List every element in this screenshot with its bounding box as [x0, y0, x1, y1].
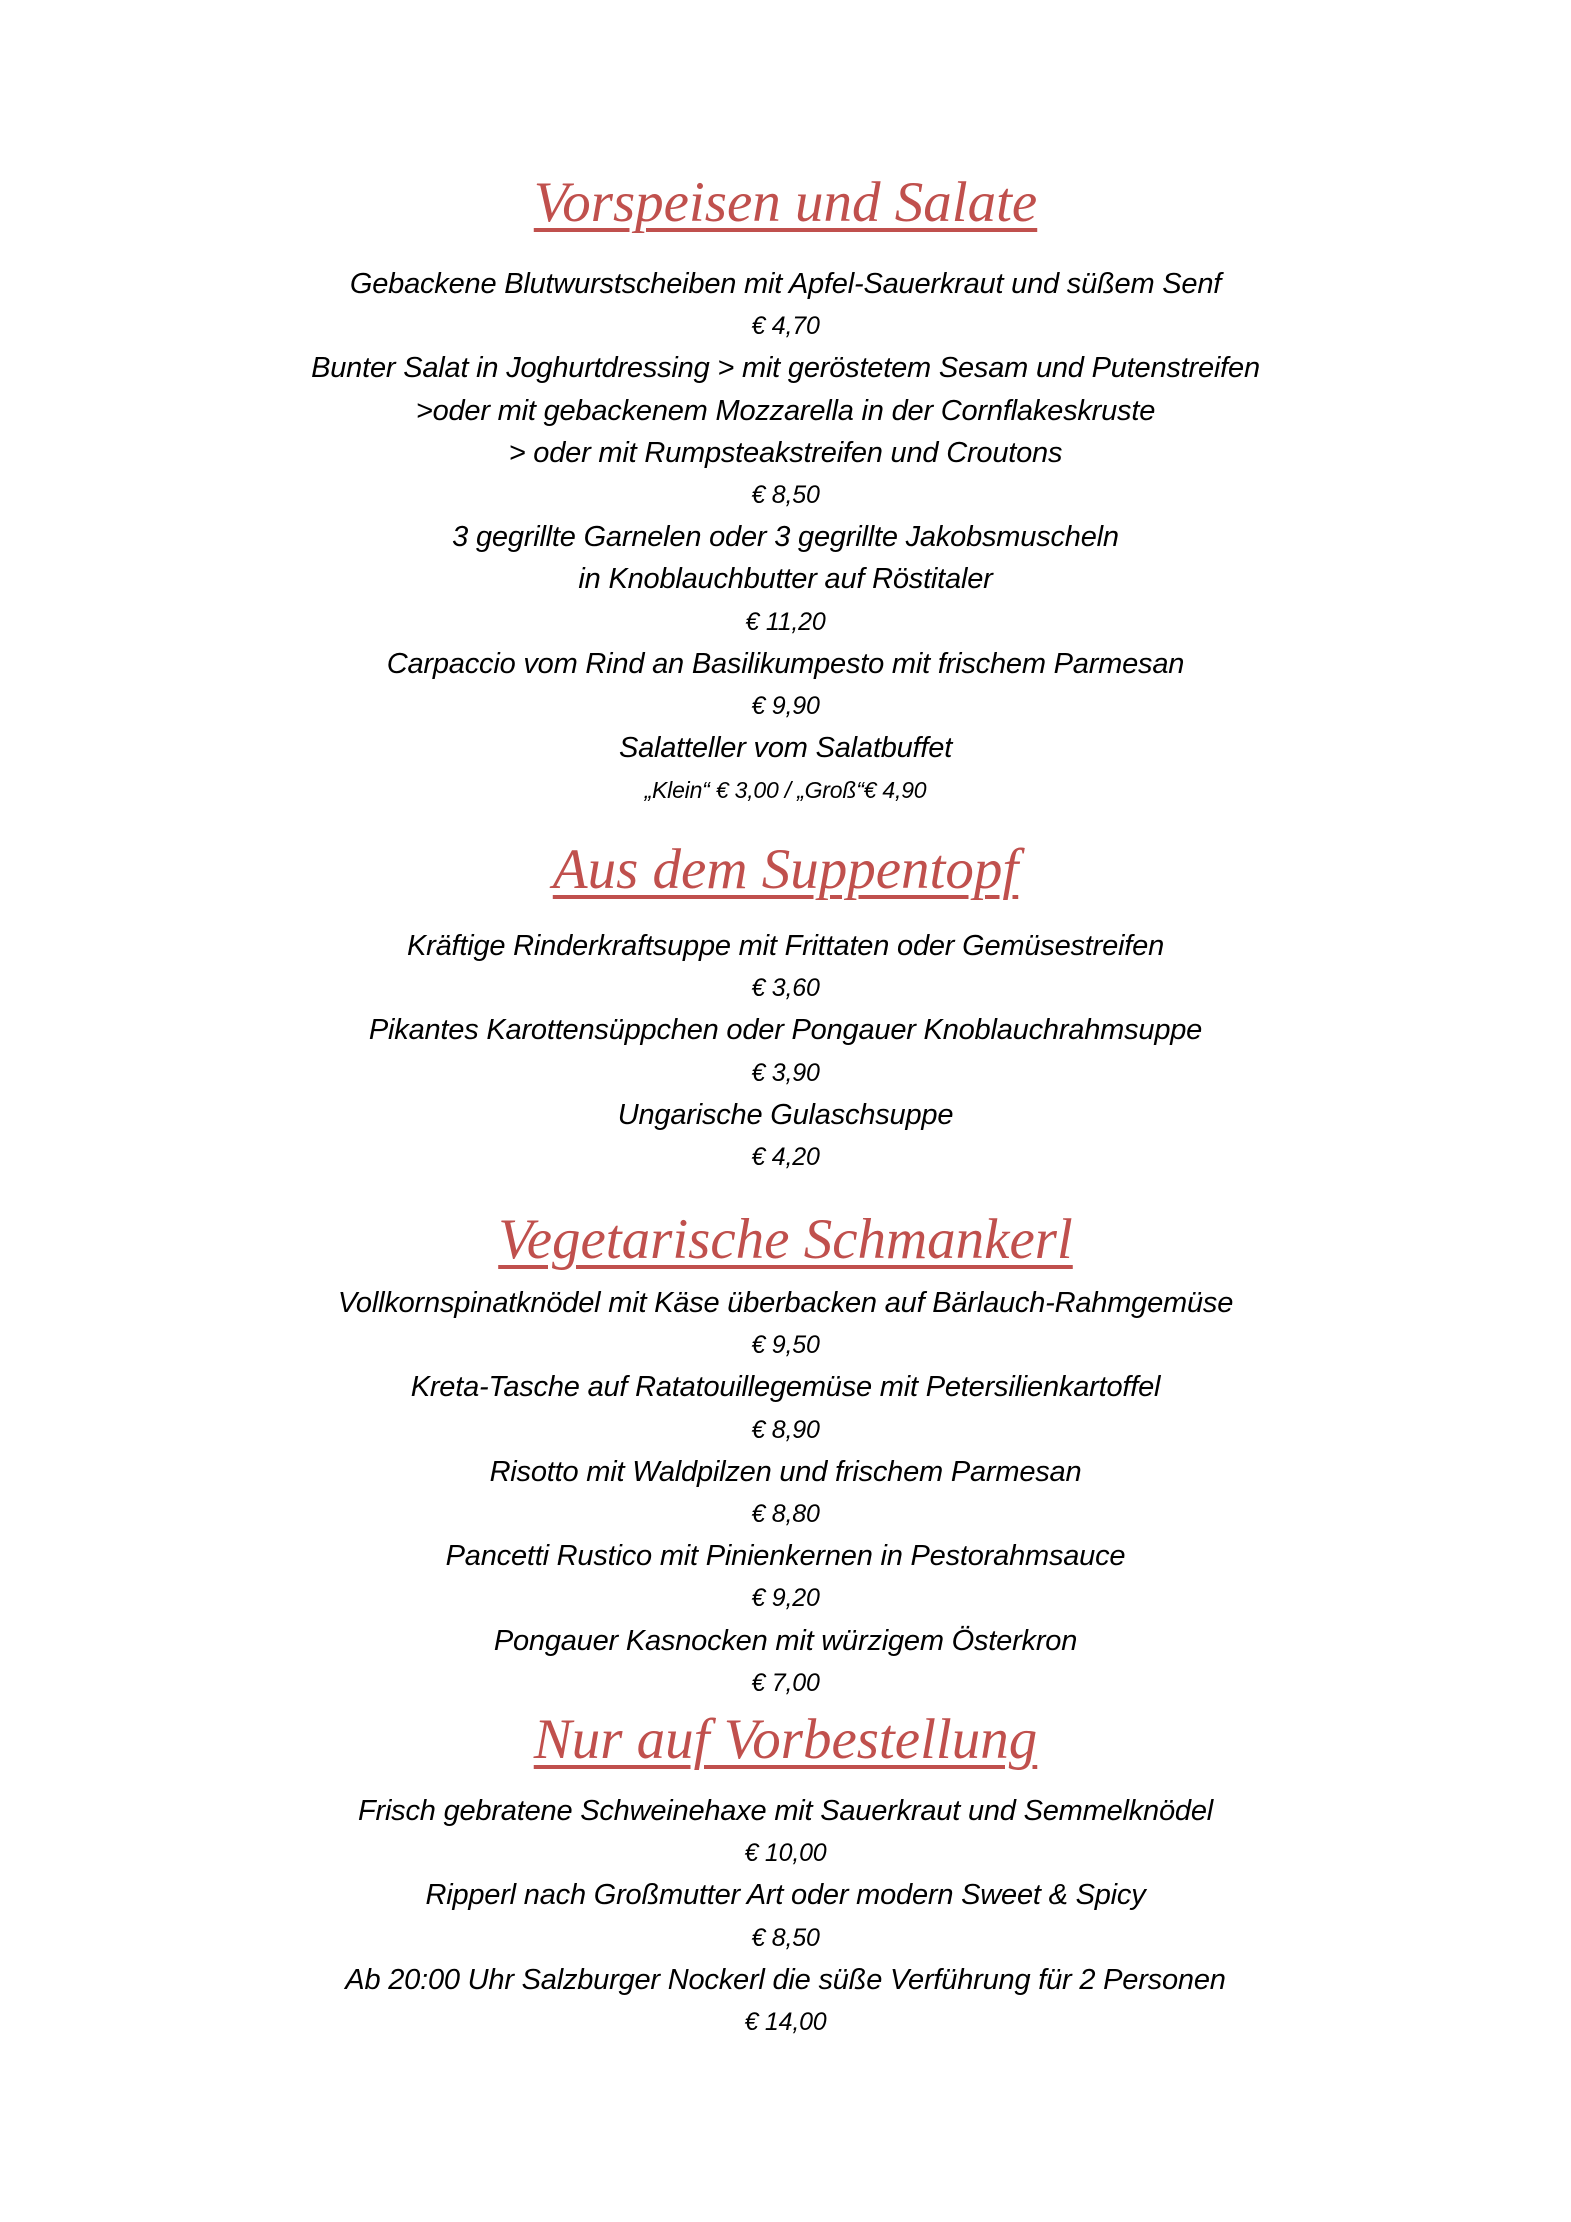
dish-item: [0, 727, 1571, 811]
dish-price: € 14,00: [744, 2007, 827, 2036]
dish-description: >oder mit gebackenem Mozzarella in der Cornflakeskruste: [415, 394, 1156, 427]
dish-price: € 3,60: [751, 974, 820, 1003]
dish-price: „Klein“ € 3,00 / „Groß“€ 4,90: [644, 777, 927, 804]
dish-item: [0, 347, 1571, 516]
dish-item: [0, 1790, 1571, 1874]
dish-description: > oder mit Rumpsteakstreifen und Croutons: [508, 436, 1063, 469]
dish-description: Frisch gebratene Schweinehaxe mit Sauerkraut und Semmelknödel: [357, 1795, 1214, 1827]
dish-item: [0, 1366, 1571, 1450]
dish-description: Pikantes Karottensüppchen oder Pongauer Knoblauchrahmsuppe: [368, 1014, 1203, 1047]
dish-item: [0, 1282, 1571, 1366]
dish-price: € 3,90: [751, 1058, 820, 1087]
dish-price: € 4,70: [751, 312, 820, 341]
dish-price: € 8,50: [751, 1923, 820, 1952]
dish-price: € 7,00: [751, 1668, 820, 1697]
dish-description: 3 gegrillte Garnelen oder 3 gegrillte Jakobsmuscheln: [452, 521, 1119, 554]
dish-description: Carpaccio vom Rind an Basilikumpesto mit frischem Parmesan: [386, 647, 1185, 680]
dish-description: in Knoblauchbutter auf Röstitaler: [578, 563, 993, 596]
dish-item: [0, 1451, 1571, 1535]
section-heading: [0, 1708, 1571, 1772]
dish-list: [0, 1790, 1571, 2043]
dish-item: [0, 263, 1571, 347]
dish-item: [0, 925, 1571, 1009]
section-heading: [0, 171, 1571, 235]
dish-description: Ripperl nach Großmutter Art oder modern Sweet & Spicy: [425, 1879, 1146, 1912]
dish-description: Ab 20:00 Uhr Salzburger Nockerl die süße Verführung für 2 Personen: [345, 1963, 1226, 1996]
dish-list: [0, 925, 1571, 1178]
dish-price: € 8,80: [751, 1499, 820, 1528]
dish-description: Bunter Salat in Joghurtdressing > mit geröstetem Sesam und Putenstreifen: [311, 352, 1260, 385]
dish-item: [0, 1874, 1571, 1958]
dish-item: [0, 1620, 1571, 1704]
section-title: Vorspeisen und Salate: [533, 171, 1038, 234]
dish-description: Gebackene Blutwurstscheiben mit Apfel-Sauerkraut und süßem Senf: [349, 268, 1222, 300]
section-heading: [0, 1208, 1571, 1272]
dish-description: Kreta-Tasche auf Ratatouillegemüse mit Petersilienkartoffel: [410, 1371, 1161, 1404]
dish-price: € 10,00: [744, 1839, 827, 1868]
dish-description: Ungarische Gulaschsuppe: [617, 1098, 954, 1131]
section-title: Nur auf Vorbestellung: [533, 1708, 1038, 1771]
section-heading: [0, 838, 1571, 902]
dish-price: € 9,90: [751, 691, 820, 720]
dish-description: Kräftige Rinderkraftsuppe mit Frittaten oder Gemüsestreifen: [406, 930, 1165, 962]
dish-price: € 11,20: [745, 607, 826, 636]
dish-price: € 4,20: [751, 1142, 820, 1171]
dish-item: [0, 1535, 1571, 1619]
dish-list: [0, 263, 1571, 811]
dish-description: Pancetti Rustico mit Pinienkernen in Pestorahmsauce: [445, 1540, 1126, 1573]
dish-description: Pongauer Kasnocken mit würzigem Österkron: [493, 1624, 1078, 1657]
dish-item: [0, 1959, 1571, 2043]
dish-price: € 9,50: [751, 1331, 820, 1360]
dish-description: Vollkornspinatknödel mit Käse überbacken auf Bärlauch-Rahmgemüse: [337, 1287, 1234, 1319]
dish-item: [0, 643, 1571, 727]
dish-description: Risotto mit Waldpilzen und frischem Parmesan: [489, 1455, 1082, 1488]
dish-description: Salatteller vom Salatbuffet: [618, 732, 953, 765]
dish-item: [0, 1009, 1571, 1093]
section-title: Vegetarische Schmankerl: [498, 1208, 1073, 1271]
section-title: Aus dem Suppentopf: [552, 838, 1019, 901]
dish-price: € 9,20: [751, 1584, 820, 1613]
dish-item: [0, 1094, 1571, 1178]
dish-price: € 8,90: [751, 1415, 820, 1444]
dish-item: [0, 516, 1571, 643]
dish-price: € 8,50: [751, 480, 820, 509]
dish-list: [0, 1282, 1571, 1704]
